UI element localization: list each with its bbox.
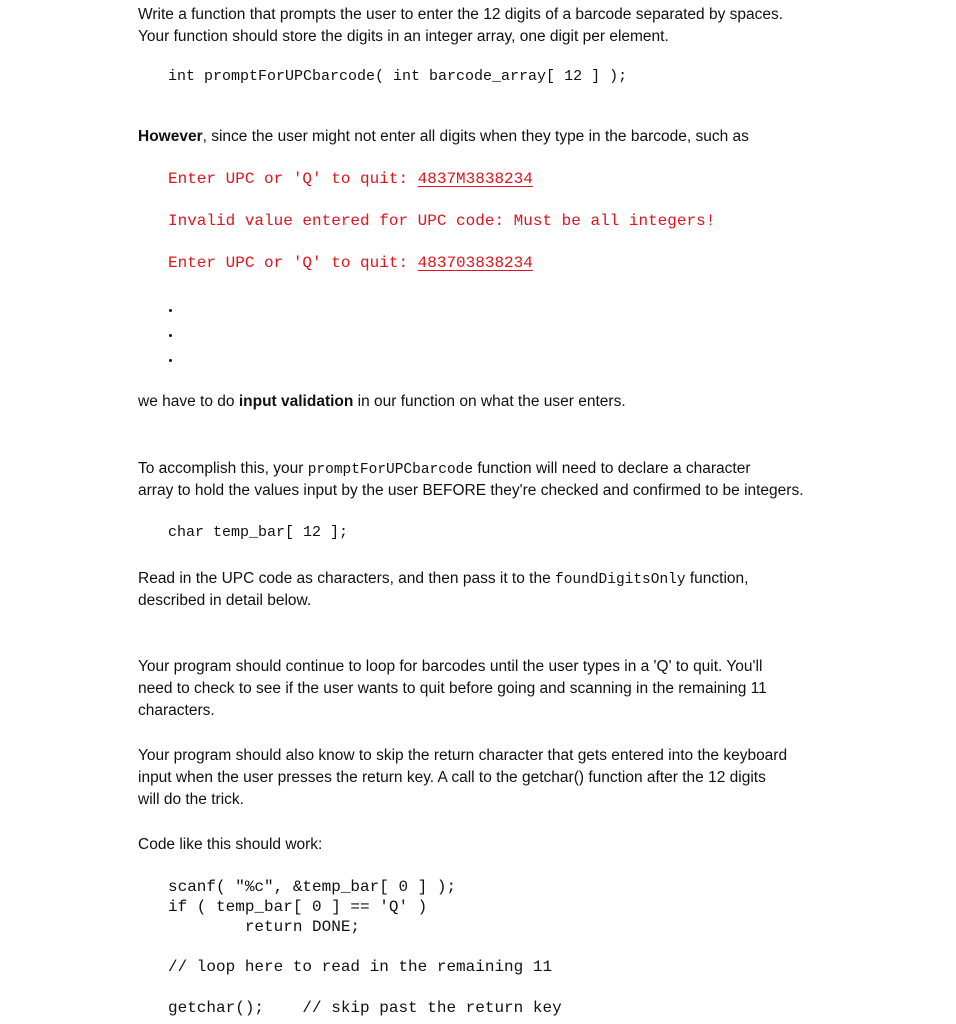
ellipsis-dot (169, 309, 172, 312)
code-getchar: getchar(); // skip past the return key (168, 999, 562, 1017)
code-line-2: if ( temp_bar[ 0 ] == 'Q' ) (168, 898, 428, 916)
validation-pre: we have to do (138, 393, 239, 410)
prototype-code: int promptForUPCbarcode( int barcode_array[ 12 ] ); (168, 68, 628, 85)
example-prompt-1 (168, 170, 533, 188)
example-error: Invalid value entered for UPC code: Must be all integers! (168, 212, 716, 230)
however-paragraph (138, 126, 878, 148)
ellipsis-dot (169, 359, 172, 362)
skip-line-1: Your program should also know to skip the return character that gets entered into the keyboard (138, 747, 788, 764)
code-comment-loop: // loop here to read in the remaining 11 (168, 958, 553, 976)
loop-line-1: Your program should continue to loop for barcodes until the user types in a 'Q' to quit. You'll (138, 658, 763, 675)
intro-line-2: Your function should store the digits in an integer array, one digit per element. (138, 28, 669, 45)
readin-post: function, (685, 570, 749, 587)
validation-bold: input validation (238, 393, 354, 410)
example-input-1: 4837M3838234 (417, 170, 533, 188)
accomplish-line-1 (138, 458, 878, 482)
code-line-3: return DONE; (168, 918, 361, 936)
ellipsis-dot (169, 334, 172, 337)
accomplish-code: promptForUPCbarcode (307, 462, 474, 478)
accomplish-post: function will need to declare a character (473, 460, 751, 477)
loop-line-2: need to check to see if the user wants to quit before going and scanning in the remaining 11 (138, 680, 767, 697)
accomplish-line-2: array to hold the values input by the user BEFORE they're checked and confirmed to be integers. (138, 482, 804, 499)
skip-line-3: will do the trick. (138, 791, 244, 808)
skip-line-2: input when the user presses the return key. A call to the getchar() function after the 12 digits (138, 769, 766, 786)
readin-code: foundDigitsOnly (555, 572, 686, 588)
however-bold: However (138, 128, 203, 145)
temp-bar-code: char temp_bar[ 12 ]; (168, 524, 349, 541)
readin-line-1 (138, 568, 878, 592)
example-prompt-1-text: Enter UPC or 'Q' to quit: (168, 170, 418, 188)
example-prompt-2 (168, 254, 533, 272)
example-input-2: 483703838234 (417, 254, 533, 272)
code-line-1: scanf( "%c", &temp_bar[ 0 ] ); (168, 878, 457, 896)
validation-post: in our function on what the user enters. (353, 393, 626, 410)
validation-paragraph (138, 391, 878, 413)
code-intro: Code like this should work: (138, 836, 323, 853)
loop-line-3: characters. (138, 702, 215, 719)
intro-line-1: Write a function that prompts the user to enter the 12 digits of a barcode separated by spaces. (138, 6, 784, 23)
example-prompt-2-text: Enter UPC or 'Q' to quit: (168, 254, 418, 272)
accomplish-pre: To accomplish this, your (138, 460, 308, 477)
readin-pre: Read in the UPC code as characters, and then pass it to the (138, 570, 556, 587)
however-rest: , since the user might not enter all digits when they type in the barcode, such as (202, 128, 749, 145)
readin-line-2: described in detail below. (138, 592, 312, 609)
